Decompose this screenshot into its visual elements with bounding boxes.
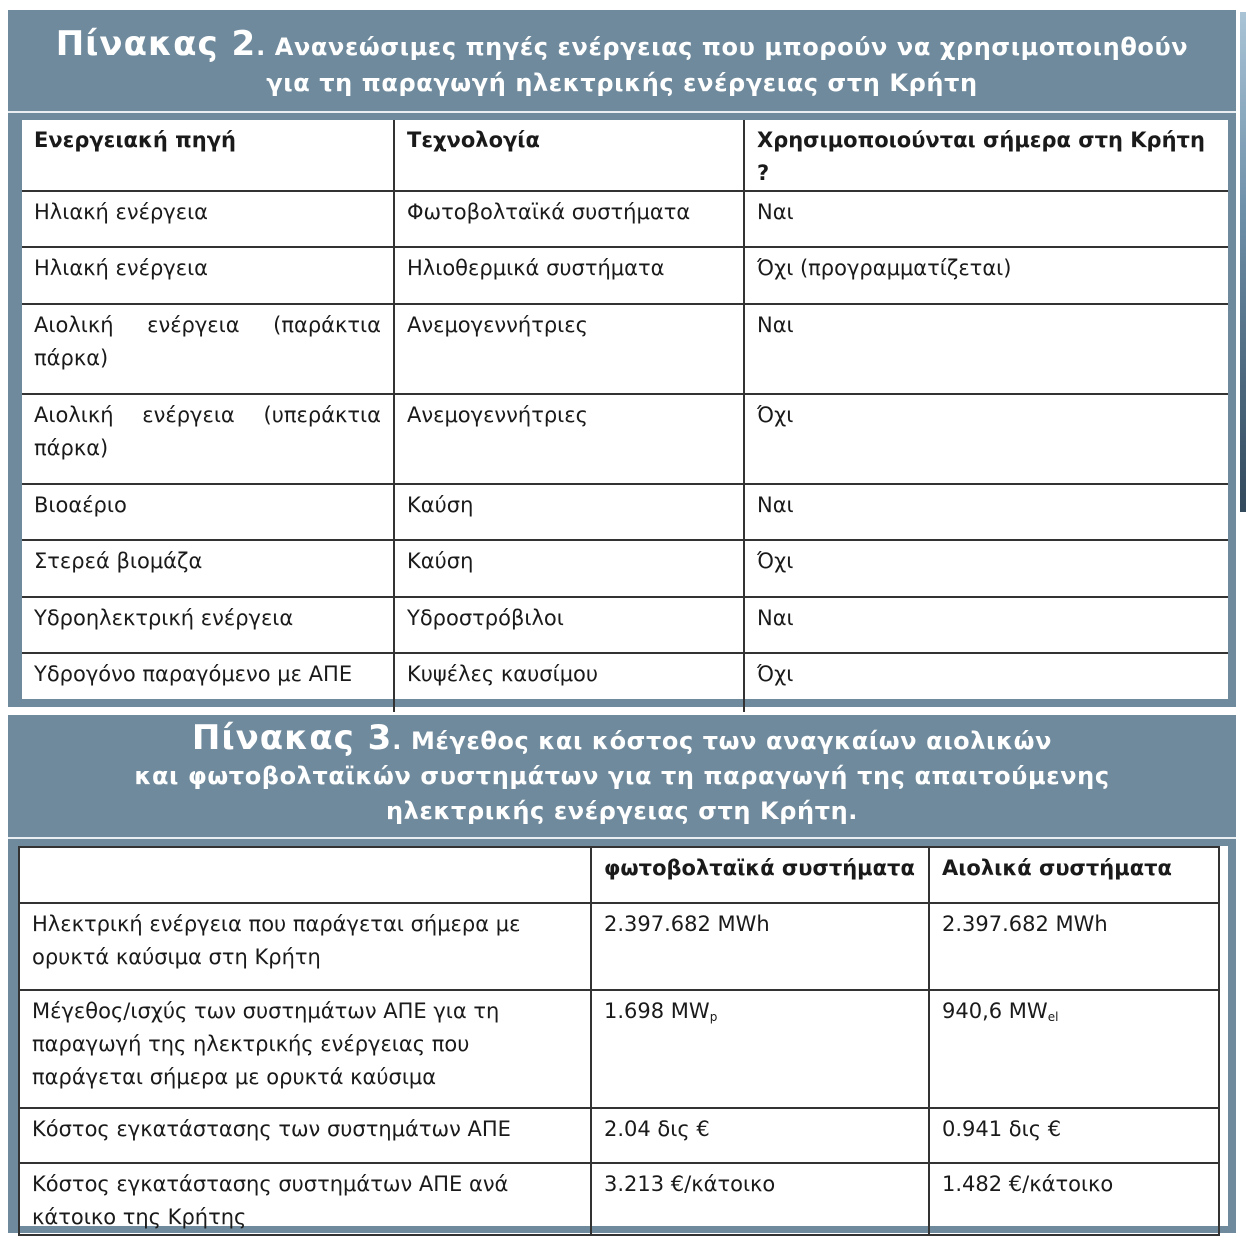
table-row — [19, 1163, 1219, 1235]
cell-pv: 3.213 €/κάτοικο — [591, 1163, 929, 1235]
table2-divider — [8, 111, 1236, 113]
cell-technology: Υδροστρόβιλοι — [394, 597, 744, 653]
cell-technology: Φωτοβολταϊκά συστήματα — [394, 191, 744, 247]
cell-used: Ναι — [744, 484, 1228, 540]
cell-label: Ηλεκτρική ενέργεια που παράγεται σήμερα με ορυκτά καύσιμα στη Κρήτη — [19, 903, 591, 990]
table3-title-line2: και φωτοβολταϊκών συστημάτων για τη παραγωγή της απαιτούμενης — [134, 762, 1110, 790]
cell-pv: 2.04 δις € — [591, 1108, 929, 1163]
table2-panel — [8, 10, 1236, 707]
table-row — [19, 1108, 1219, 1163]
table3 — [18, 846, 1220, 1236]
table3-divider — [8, 837, 1236, 839]
cell-wind-unit-sub: el — [1047, 1010, 1059, 1024]
cell-pv — [591, 990, 929, 1108]
cell-pv-unit-sub: p — [709, 1010, 718, 1024]
edge-image-strip — [1240, 12, 1246, 512]
cell-technology: Ανεμογεννήτριες — [394, 394, 744, 484]
cell-source: Ηλιακή ενέργεια — [22, 191, 394, 247]
table3-box — [18, 846, 1228, 1229]
column-header-technology: Τεχνολογία — [394, 120, 744, 191]
table3-title-line3: ηλεκτρικής ενέργειας στη Κρήτη. — [385, 797, 859, 825]
cell-pv-value: 1.698 MW — [604, 999, 710, 1023]
table-row — [22, 247, 1228, 304]
cell-source: Υδρογόνο παραγόμενο με ΑΠΕ — [22, 653, 394, 712]
cell-wind-value: 940,6 MW — [942, 999, 1048, 1023]
table-row — [22, 304, 1228, 394]
table2-title-line1: Πίνακας 2. Ανανεώσιμες πηγές ενέργειας που μπορούν να χρησιμοποιηθούν — [55, 24, 1189, 64]
table-header-row — [19, 847, 1219, 903]
cell-wind: 0.941 δις € — [929, 1108, 1219, 1163]
table-header-row — [22, 120, 1228, 191]
table-row — [22, 191, 1228, 247]
cell-technology: Κυψέλες καυσίμου — [394, 653, 744, 712]
cell-wind — [929, 990, 1219, 1108]
table3-panel — [8, 715, 1236, 1233]
cell-technology: Καύση — [394, 484, 744, 540]
table2-title-line2: για τη παραγωγή ηλεκτρικής ενέργειας στη Κρήτη — [266, 69, 978, 97]
cell-used: Όχι — [744, 540, 1228, 597]
column-header-blank — [19, 847, 591, 903]
table2-box — [22, 120, 1228, 699]
column-header-used-today: Χρησιμοποιούνται σήμερα στη Κρήτη ? — [744, 120, 1228, 191]
cell-source: Υδροηλεκτρική ενέργεια — [22, 597, 394, 653]
table3-title-prefix: Πίνακας 3 — [191, 718, 393, 758]
column-header-wind: Αιολικά συστήματα — [929, 847, 1219, 903]
cell-pv: 2.397.682 MWh — [591, 903, 929, 990]
table-row — [22, 597, 1228, 653]
table2 — [22, 120, 1228, 712]
cell-label: Κόστος εγκατάστασης των συστημάτων ΑΠΕ — [19, 1108, 591, 1163]
table-row — [19, 990, 1219, 1108]
cell-technology: Καύση — [394, 540, 744, 597]
cell-label: Κόστος εγκατάστασης συστημάτων ΑΠΕ ανά κάτοικο της Κρήτης — [19, 1163, 591, 1235]
table3-title-line1: Πίνακας 3. Μέγεθος και κόστος των αναγκαίων αιολικών — [191, 718, 1053, 758]
cell-wind: 2.397.682 MWh — [929, 903, 1219, 990]
cell-label: Μέγεθος/ισχύς των συστημάτων ΑΠΕ για τη παραγωγή της ηλεκτρικής ενέργειας που παράγεται σήμερα με ορυκτά καύσιμα — [19, 990, 591, 1108]
cell-technology: Ανεμογεννήτριες — [394, 304, 744, 394]
table-row — [22, 394, 1228, 484]
table-row — [22, 540, 1228, 597]
cell-wind: 1.482 €/κάτοικο — [929, 1163, 1219, 1235]
table-row — [19, 903, 1219, 990]
cell-used: Όχι — [744, 394, 1228, 484]
column-header-pv: φωτοβολταϊκά συστήματα — [591, 847, 929, 903]
cell-source: Αιολική ενέργεια (υπεράκτια πάρκα) — [22, 394, 394, 484]
table3-title — [8, 715, 1236, 835]
table2-title — [8, 10, 1236, 110]
table2-title-prefix: Πίνακας 2 — [55, 24, 257, 64]
table-row — [22, 484, 1228, 540]
cell-used: Ναι — [744, 191, 1228, 247]
cell-used: Όχι — [744, 653, 1228, 712]
cell-used: Όχι (προγραμματίζεται) — [744, 247, 1228, 304]
cell-source: Βιοαέριο — [22, 484, 394, 540]
cell-source: Ηλιακή ενέργεια — [22, 247, 394, 304]
table-row — [22, 653, 1228, 712]
cell-technology: Ηλιοθερμικά συστήματα — [394, 247, 744, 304]
column-header-source: Ενεργειακή πηγή — [22, 120, 394, 191]
cell-used: Ναι — [744, 597, 1228, 653]
cell-source: Αιολική ενέργεια (παράκτια πάρκα) — [22, 304, 394, 394]
cell-used: Ναι — [744, 304, 1228, 394]
cell-source: Στερεά βιομάζα — [22, 540, 394, 597]
